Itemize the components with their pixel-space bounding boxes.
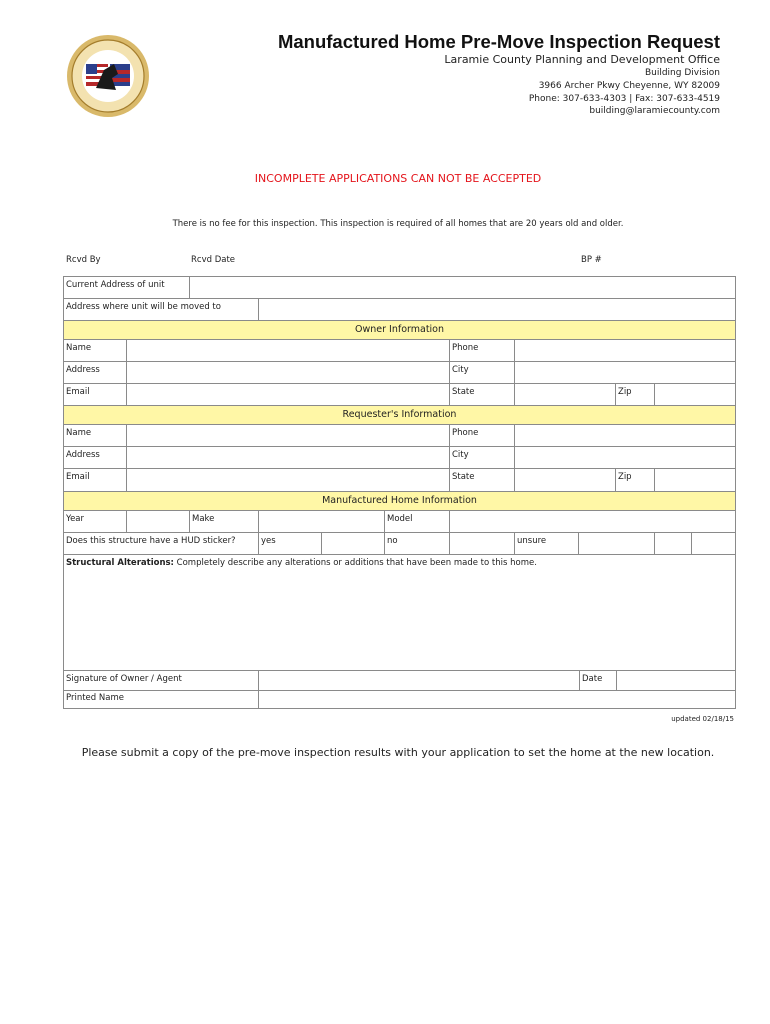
requester-zip-label: Zip [615,468,655,492]
requester-section-header: Requester's Information [63,405,736,425]
hud-extra-cell [691,532,736,555]
hud-unsure-label: unsure [514,532,579,555]
home-section-header: Manufactured Home Information [63,491,736,511]
form-title: Manufactured Home Pre-Move Inspection Request [277,31,720,52]
requester-name-label: Name [63,424,127,447]
rcvd-by-label: Rcvd By [66,255,101,265]
rcvd-date-label: Rcvd Date [191,255,236,265]
alterations-label: Structural Alterations: [66,558,174,568]
county-seal-logo [66,34,150,118]
fee-note: There is no fee for this inspection. This inspection is required of all homes that are 20 years old and older. [172,219,624,229]
office-email: building@laramiecounty.com [589,106,720,116]
owner-zip-input[interactable] [654,383,736,406]
requester-name-input[interactable] [126,424,450,447]
owner-state-input[interactable] [514,383,616,406]
hud-unsure-checkbox[interactable] [578,532,655,555]
requester-address-input[interactable] [126,446,450,469]
owner-phone-label: Phone [449,339,515,362]
division-name: Building Division [644,68,720,78]
new-address-input[interactable] [258,298,736,321]
requester-city-input[interactable] [514,446,736,469]
owner-phone-input[interactable] [514,339,736,362]
owner-email-label: Email [63,383,127,406]
requester-phone-label: Phone [449,424,515,447]
owner-email-input[interactable] [126,383,450,406]
requester-state-input[interactable] [514,468,616,492]
hud-yes-label: yes [258,532,322,555]
printed-name-label: Printed Name [63,690,259,709]
hud-no-checkbox[interactable] [449,532,515,555]
requester-zip-input[interactable] [654,468,736,492]
owner-city-label: City [449,361,515,384]
year-label: Year [63,510,127,533]
requester-state-label: State [449,468,515,492]
owner-section-header: Owner Information [63,320,736,340]
date-label: Date [579,670,617,691]
bp-number-label: BP # [581,255,602,265]
year-input[interactable] [126,510,190,533]
owner-name-label: Name [63,339,127,362]
hud-no-label: no [384,532,450,555]
office-address: 3966 Archer Pkwy Cheyenne, WY 82009 [538,81,720,91]
make-label: Make [189,510,259,533]
model-label: Model [384,510,450,533]
alterations-instructions: Completely describe any alterations or additions that have been made to this home. [173,558,537,568]
hud-extra-cell [654,532,692,555]
incomplete-warning: INCOMPLETE APPLICATIONS CAN NOT BE ACCEPTED [254,172,542,185]
owner-city-input[interactable] [514,361,736,384]
current-address-input[interactable] [189,276,736,299]
signature-label: Signature of Owner / Agent [63,670,259,691]
office-name: Laramie County Planning and Development Office [444,53,720,66]
owner-address-input[interactable] [126,361,450,384]
hud-sticker-question: Does this structure have a HUD sticker? [63,532,259,555]
date-input[interactable] [616,670,736,691]
hud-yes-checkbox[interactable] [321,532,385,555]
new-address-label: Address where unit will be moved to [63,298,259,321]
owner-address-label: Address [63,361,127,384]
requester-email-label: Email [63,468,127,492]
printed-name-input[interactable] [258,690,736,709]
make-input[interactable] [258,510,385,533]
office-phone: Phone: 307-633-4303 | Fax: 307-633-4519 [528,94,720,104]
current-address-label: Current Address of unit [63,276,190,299]
submission-note: Please submit a copy of the pre-move inspection results with your application to set the home at the new location. [81,746,715,759]
signature-input[interactable] [258,670,580,691]
requester-address-label: Address [63,446,127,469]
requester-phone-input[interactable] [514,424,736,447]
owner-zip-label: Zip [615,383,655,406]
requester-email-input[interactable] [126,468,450,492]
updated-date: updated 02/18/15 [671,715,734,723]
structural-alterations-textarea[interactable] [63,554,736,671]
owner-state-label: State [449,383,515,406]
requester-city-label: City [449,446,515,469]
owner-name-input[interactable] [126,339,450,362]
model-input[interactable] [449,510,736,533]
